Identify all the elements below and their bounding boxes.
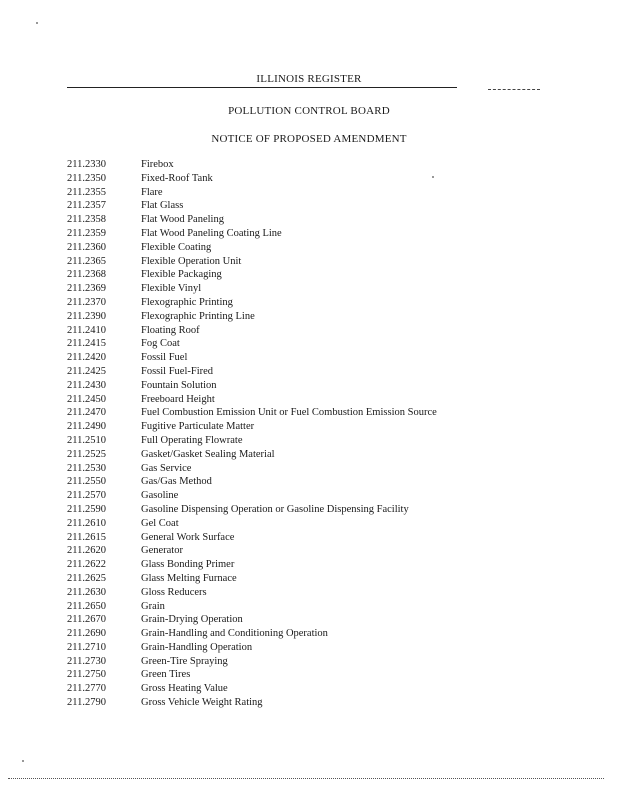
scan-speck: [432, 176, 434, 178]
section-term: Flat Wood Paneling Coating Line: [141, 227, 282, 239]
scan-speck: [22, 760, 24, 762]
section-number: 211.2615: [67, 531, 106, 543]
section-number: 211.2550: [67, 476, 106, 488]
section-term: Flexographic Printing Line: [141, 310, 255, 322]
section-term: General Work Surface: [141, 531, 235, 543]
section-row: [67, 282, 567, 296]
section-number: 211.2368: [67, 269, 106, 281]
section-term: Gloss Reducers: [141, 586, 207, 598]
section-number: 211.2570: [67, 490, 106, 502]
section-term: Grain-Handling and Conditioning Operation: [141, 628, 328, 640]
section-number: 211.2650: [67, 600, 106, 612]
section-term: Flat Glass: [141, 200, 184, 212]
section-term: Fountain Solution: [141, 379, 217, 391]
section-row: [67, 268, 567, 282]
section-row: [67, 503, 567, 517]
section-term: Firebox: [141, 159, 174, 170]
section-term: Gross Vehicle Weight Rating: [141, 697, 263, 709]
section-row: [67, 199, 567, 213]
section-number: 211.2415: [67, 338, 106, 350]
section-number: 211.2370: [67, 296, 106, 308]
section-term: Generator: [141, 545, 183, 557]
section-number: 211.2330: [67, 159, 106, 170]
section-number: 211.2630: [67, 586, 106, 598]
section-row: [67, 337, 567, 351]
section-term: Grain-Handling Operation: [141, 641, 253, 653]
section-number: 211.2610: [67, 517, 106, 529]
scan-speck: [36, 22, 38, 24]
section-row: [67, 531, 567, 545]
section-row: [67, 572, 567, 586]
section-term: Gel Coat: [141, 517, 179, 529]
section-term: Freeboard Height: [141, 393, 215, 405]
section-number: 211.2357: [67, 200, 106, 212]
section-number: 211.2410: [67, 324, 106, 336]
section-number: 211.2350: [67, 172, 106, 184]
footer-rule: [8, 778, 604, 779]
section-term: Green Tires: [141, 669, 191, 681]
section-term: Gasket/Gasket Sealing Material: [141, 448, 275, 460]
section-term: Full Operating Flowrate: [141, 434, 243, 446]
section-term: Flexible Vinyl: [141, 283, 202, 295]
section-number: 211.2510: [67, 434, 106, 446]
section-term: Gross Heating Value: [141, 683, 228, 695]
section-number: 211.2359: [67, 227, 106, 239]
section-number: 211.2360: [67, 241, 106, 253]
section-number: 211.2430: [67, 379, 106, 391]
header-rule: [67, 87, 457, 88]
section-row: [67, 434, 567, 448]
section-row: [67, 586, 567, 600]
section-row: [67, 296, 567, 310]
section-row: [67, 682, 567, 696]
section-term: Glass Bonding Primer: [141, 559, 235, 571]
section-number: 211.2750: [67, 669, 106, 681]
section-number: 211.2710: [67, 641, 106, 653]
section-row: [67, 158, 567, 172]
section-term: Floating Roof: [141, 324, 200, 336]
section-term: Fossil Fuel-Fired: [141, 365, 214, 377]
section-term: Fixed-Roof Tank: [141, 172, 213, 184]
section-row: [67, 655, 567, 669]
section-number: 211.2770: [67, 683, 106, 695]
section-number: 211.2730: [67, 655, 106, 667]
section-row: [67, 213, 567, 227]
section-term: Gasoline Dispensing Operation or Gasoline Dispensing Facility: [141, 503, 409, 515]
section-row: [67, 475, 567, 489]
section-row: [67, 172, 567, 186]
section-term: Fuel Combustion Emission Unit or Fuel Combustion Emission Source: [141, 407, 437, 419]
section-row: [67, 558, 567, 572]
section-row: [67, 241, 567, 255]
section-number: 211.2425: [67, 365, 106, 377]
section-row: [67, 351, 567, 365]
section-number: 211.2670: [67, 614, 106, 626]
section-row: [67, 420, 567, 434]
section-row: [67, 462, 567, 476]
section-number: 211.2790: [67, 697, 106, 709]
section-number: 211.2525: [67, 448, 106, 460]
section-term: Flat Wood Paneling: [141, 214, 224, 226]
section-number: 211.2625: [67, 572, 106, 584]
section-row: [67, 406, 567, 420]
section-term: Fossil Fuel: [141, 352, 188, 364]
section-row: [67, 255, 567, 269]
section-list: [67, 158, 567, 710]
section-term: Flexible Operation Unit: [141, 255, 242, 267]
section-number: 211.2690: [67, 628, 106, 640]
section-row: [67, 613, 567, 627]
section-row: [67, 641, 567, 655]
section-row: [67, 393, 567, 407]
register-header: ILLINOIS REGISTER: [256, 73, 362, 85]
section-number: 211.2365: [67, 255, 106, 267]
section-row: [67, 489, 567, 503]
section-number: 211.2390: [67, 310, 106, 322]
section-number: 211.2530: [67, 462, 106, 474]
section-row: [67, 600, 567, 614]
section-row: [67, 627, 567, 641]
section-row: [67, 227, 567, 241]
section-number: 211.2470: [67, 407, 106, 419]
section-row: [67, 544, 567, 558]
section-number: 211.2590: [67, 503, 106, 515]
section-term: Flexographic Printing: [141, 296, 233, 308]
section-row: [67, 517, 567, 531]
section-term: Fugitive Particulate Matter: [141, 421, 255, 433]
section-term: Gas/Gas Method: [141, 476, 212, 488]
section-term: Flexible Packaging: [141, 269, 222, 281]
section-row: [67, 379, 567, 393]
section-term: Grain: [141, 600, 165, 612]
header-rule-fragment: [488, 89, 540, 90]
section-row: [67, 696, 567, 710]
section-number: 211.2490: [67, 421, 106, 433]
section-term: Fog Coat: [141, 338, 180, 350]
section-row: [67, 186, 567, 200]
section-row: [67, 324, 567, 338]
section-term: Glass Melting Furnace: [141, 572, 237, 584]
section-row: [67, 365, 567, 379]
board-name: POLLUTION CONTROL BOARD: [228, 105, 390, 117]
section-number: 211.2622: [67, 559, 106, 571]
section-term: Gasoline: [141, 490, 179, 502]
section-row: [67, 310, 567, 324]
section-term: Green-Tire Spraying: [141, 655, 228, 667]
section-row: [67, 448, 567, 462]
section-number: 211.2358: [67, 214, 106, 226]
section-term: Grain-Drying Operation: [141, 614, 243, 626]
section-number: 211.2369: [67, 283, 106, 295]
section-number: 211.2355: [67, 186, 106, 198]
notice-title: NOTICE OF PROPOSED AMENDMENT: [211, 133, 407, 145]
section-number: 211.2620: [67, 545, 106, 557]
section-number: 211.2420: [67, 352, 106, 364]
section-row: [67, 668, 567, 682]
section-term: Gas Service: [141, 462, 192, 474]
section-term: Flare: [141, 186, 163, 198]
section-number: 211.2450: [67, 393, 106, 405]
section-term: Flexible Coating: [141, 241, 212, 253]
